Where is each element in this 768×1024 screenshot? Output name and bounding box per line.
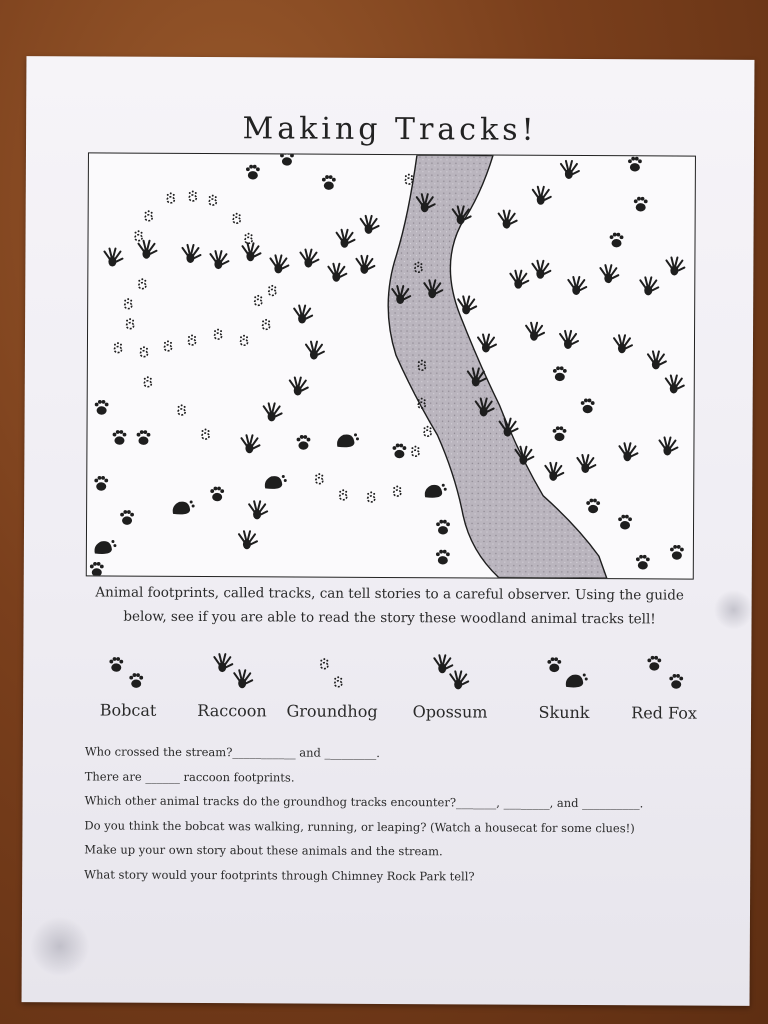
groundhog-track: [254, 295, 262, 306]
tracks-map: [86, 152, 696, 579]
skunk-track: [337, 433, 359, 447]
raccoon-track: [659, 437, 677, 455]
groundhog-track: [339, 489, 347, 500]
opossum-track: [533, 187, 551, 205]
question-list: [84, 744, 725, 894]
guide-label: Bobcat: [99, 700, 157, 720]
raccoon-track: [560, 331, 578, 349]
raccoon-track: [210, 251, 228, 269]
raccoon-track: [568, 277, 586, 295]
raccoon-track: [294, 306, 312, 324]
raccoon-track: [666, 375, 684, 393]
bobcat-track: [280, 153, 294, 165]
opossum-track: [577, 455, 595, 473]
groundhog-track: [233, 213, 241, 224]
raccoon-track: [104, 249, 122, 267]
groundhog-track: [315, 473, 323, 484]
groundhog-track: [140, 346, 148, 357]
bobcat-track: [246, 165, 260, 180]
tracks-map-drawing: [87, 153, 695, 578]
guide-item-opossum: [395, 650, 505, 722]
raccoon-track: [361, 216, 379, 234]
raccoon-track: [239, 531, 257, 549]
intro-line: Animal footprints, called tracks, can tell stories to a careful observer. Using the guide: [95, 584, 684, 604]
raccoon-track: [306, 342, 324, 360]
opossum-track: [561, 161, 579, 179]
red-fox-track: [95, 400, 109, 415]
skunk-track-icon: [534, 651, 594, 699]
raccoon-track: [336, 230, 354, 248]
track-guide: [77, 648, 717, 731]
bobcat-track: [618, 515, 632, 530]
guide-label: Raccoon: [197, 701, 267, 721]
groundhog-track: [411, 446, 419, 457]
worksheet-title: Making Tracks!: [242, 111, 538, 148]
bobcat-track: [634, 197, 648, 212]
red-fox-track: [297, 435, 311, 450]
opossum-track: [478, 334, 496, 352]
raccoon-track: [619, 443, 637, 461]
question-stream-crossers[interactable]: Who crossed the stream?___________ and _________.: [84, 744, 381, 760]
opossum-track: [499, 211, 517, 229]
raccoon-track: [242, 243, 260, 261]
groundhog-track: [189, 190, 197, 201]
groundhog-track-icon: [302, 650, 362, 698]
raccoon-track: [249, 501, 267, 519]
groundhog-track: [178, 404, 186, 415]
groundhog-track: [405, 174, 413, 185]
red-fox-track: [436, 550, 450, 565]
red-fox-track: [392, 444, 406, 459]
raccoon-track-icon: [202, 649, 262, 697]
groundhog-track: [214, 329, 222, 340]
bobcat-track: [636, 555, 650, 570]
guide-label: Groundhog: [286, 701, 378, 721]
groundhog-track: [114, 342, 122, 353]
raccoon-track: [614, 335, 632, 353]
raccoon-track: [264, 403, 282, 421]
groundhog-track: [423, 426, 431, 437]
worksheet-paper: [22, 56, 755, 1006]
question-your-footprints: What story would your footprints through Chimney Rock Park tell?: [84, 866, 475, 883]
opossum-track-icon: [420, 650, 480, 698]
groundhog-track: [138, 278, 146, 289]
groundhog-track: [262, 319, 270, 330]
groundhog-track: [135, 230, 143, 241]
red-fox-track: [210, 487, 224, 502]
bobcat-track-icon: [98, 648, 158, 696]
guide-item-bobcat: [73, 648, 183, 720]
skunk-track: [425, 484, 447, 498]
groundhog-track: [167, 192, 175, 203]
raccoon-track: [328, 264, 346, 282]
red-fox-track: [120, 510, 134, 525]
raccoon-track: [666, 257, 684, 275]
intro-line: below, see if you are able to read the story these woodland animal tracks tell!: [123, 608, 656, 628]
guide-item-red-fox: [609, 651, 719, 723]
groundhog-track: [245, 233, 253, 244]
opossum-track: [545, 463, 563, 481]
raccoon-track: [270, 255, 288, 273]
guide-item-skunk: [509, 651, 619, 723]
bobcat-track: [553, 366, 567, 381]
guide-label: Skunk: [538, 702, 590, 723]
red-fox-track: [94, 476, 108, 491]
skunk-track: [173, 500, 195, 514]
guide-label: Opossum: [412, 702, 488, 722]
raccoon-track: [138, 241, 156, 259]
bobcat-track: [581, 399, 595, 414]
raccoon-track: [510, 271, 528, 289]
raccoon-track: [182, 245, 200, 263]
question-groundhog-encounters[interactable]: Which other animal tracks do the groundhog tracks encounter?_______, ________, and __________.: [84, 793, 644, 811]
groundhog-track: [144, 376, 152, 387]
stream: [387, 155, 609, 578]
guide-label: Red Fox: [631, 703, 697, 723]
raccoon-track: [300, 250, 318, 268]
bobcat-track: [553, 426, 567, 441]
raccoon-track: [532, 261, 550, 279]
groundhog-track: [126, 318, 134, 329]
raccoon-track: [600, 265, 618, 283]
groundhog-track: [145, 210, 153, 221]
raccoon-track: [241, 435, 259, 453]
groundhog-track: [240, 335, 248, 346]
bobcat-track: [670, 545, 684, 560]
question-make-story: Make up your own story about these animals and the stream.: [84, 842, 443, 859]
raccoon-track: [356, 256, 374, 274]
opossum-track: [458, 296, 476, 314]
red-fox-track: [90, 562, 104, 577]
groundhog-track: [164, 340, 172, 351]
guide-item-groundhog: [277, 649, 387, 721]
skunk-track: [265, 475, 287, 489]
intro-paragraph: [89, 580, 689, 631]
groundhog-track: [268, 285, 276, 296]
bobcat-track: [628, 157, 642, 172]
paper-smudge: [30, 916, 90, 976]
question-raccoon-count[interactable]: There are ______ raccoon footprints.: [84, 768, 295, 785]
groundhog-track: [367, 491, 375, 502]
paper-smudge: [713, 590, 753, 630]
groundhog-track: [124, 298, 132, 309]
groundhog-track: [188, 334, 196, 345]
red-fox-track: [113, 430, 127, 445]
raccoon-track: [526, 323, 544, 341]
guide-item-raccoon: [177, 649, 287, 721]
bobcat-track: [610, 233, 624, 248]
question-bobcat-gait: Do you think the bobcat was walking, running, or leaping? (Watch a housecat for some clues!): [84, 817, 635, 835]
raccoon-track: [648, 351, 666, 369]
groundhog-track: [393, 486, 401, 497]
skunk-track: [94, 540, 116, 554]
groundhog-track: [201, 429, 209, 440]
red-fox-track: [137, 430, 151, 445]
groundhog-track: [209, 195, 217, 206]
bobcat-track: [322, 175, 336, 190]
raccoon-track: [290, 377, 308, 395]
red-fox-track: [436, 520, 450, 535]
red-fox-track-icon: [634, 651, 694, 699]
raccoon-track: [640, 277, 658, 295]
bobcat-track: [586, 499, 600, 514]
